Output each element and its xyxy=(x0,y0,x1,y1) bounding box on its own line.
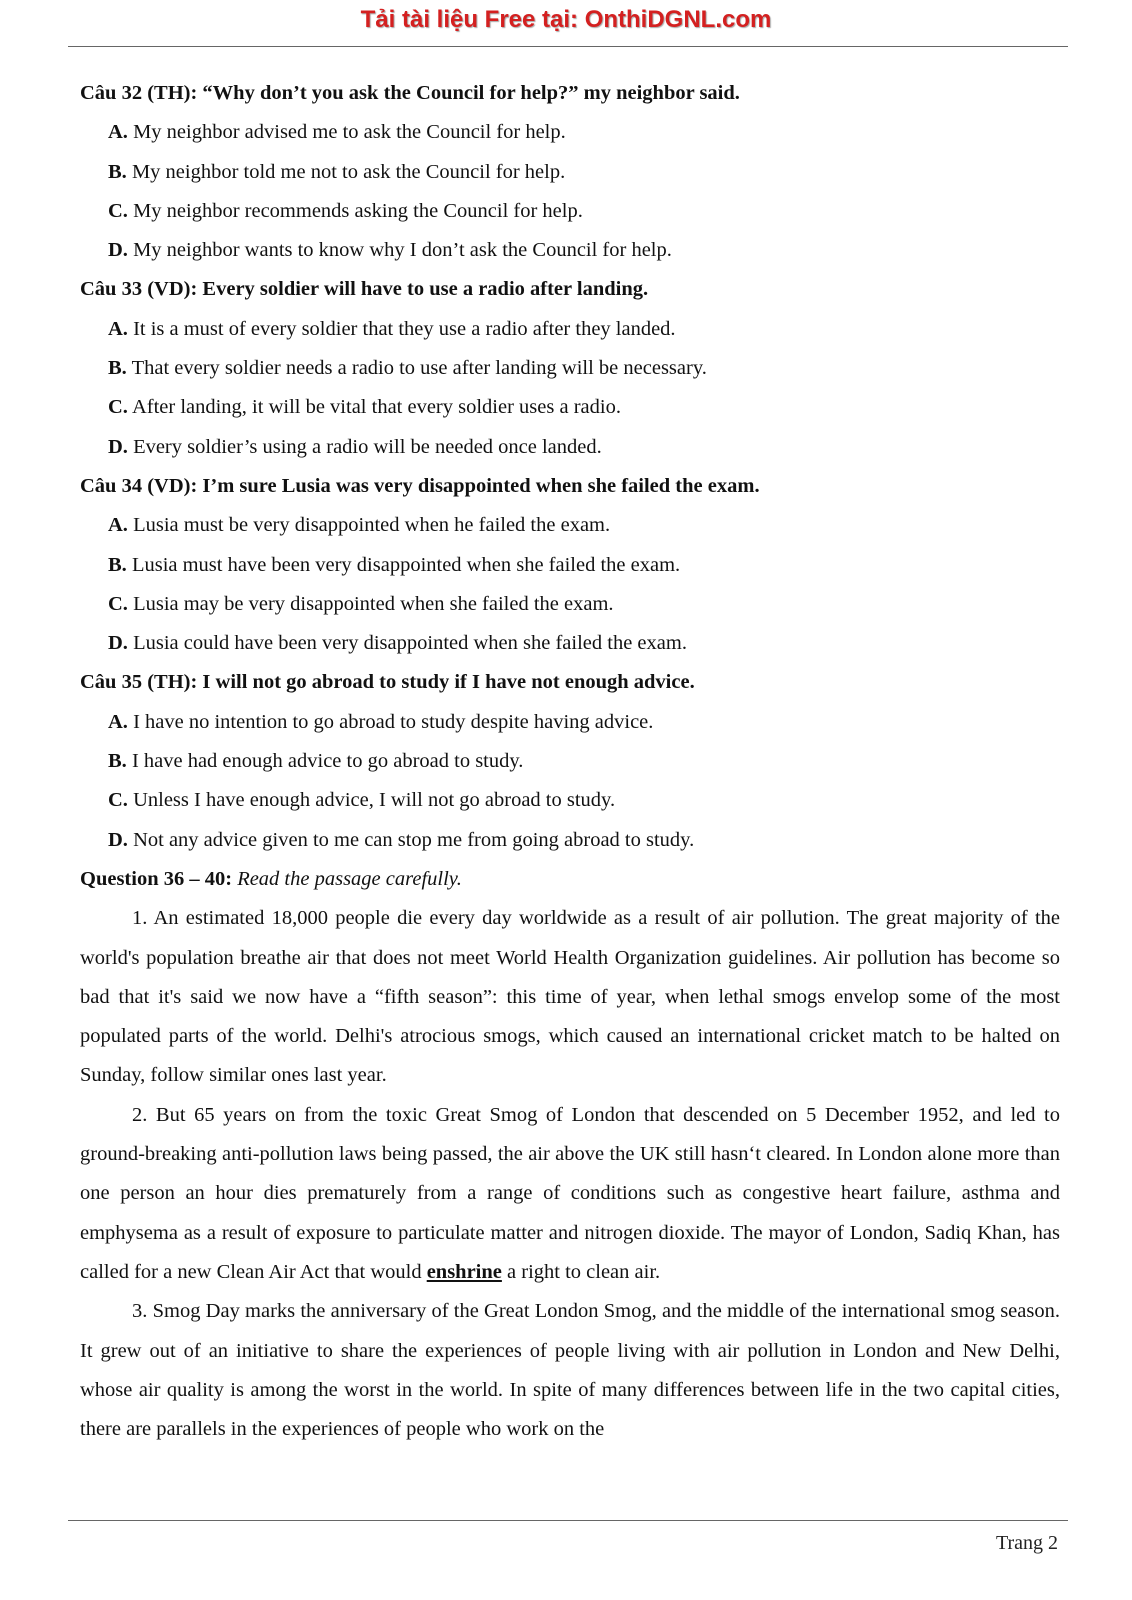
answer-option[interactable] xyxy=(80,310,1060,349)
option-label: A. xyxy=(108,317,128,340)
question-stem: Câu 35 (TH): I will not go abroad to study if I have not enough advice. xyxy=(80,671,695,694)
option-text: Lusia may be very disappointed when she failed the exam. xyxy=(133,592,614,615)
option-label: A. xyxy=(108,121,128,144)
section-title: Question 36 – 40: xyxy=(80,867,233,890)
option-label: B. xyxy=(108,357,127,380)
answer-option[interactable] xyxy=(80,742,1060,781)
option-label: B. xyxy=(108,553,127,576)
passage-paragraph: 3. Smog Day marks the anniversary of the Great London Smog, and the middle of the international smog season. It grew out of an initiative to share the experiences of people living with air pollution in London and New Delhi, whose air quality is among the worst in the world. In spite of many differences between life in the two capital cities, there are parallels in the experiences of people who work on the xyxy=(80,1300,1060,1441)
answer-option[interactable] xyxy=(80,349,1060,388)
section-instruction: Read the passage carefully. xyxy=(237,867,462,890)
passage-text: 2. But 65 years on from the toxic Great Smog of London that descended on 5 December 1952, and led to ground-breaking anti-pollution laws being passed, the air above the UK still hasn‘t cleared. In London alone more than one person an hour dies prematurely from a range of conditions such as congestive heart failure, asthma and emphysema as a result of exposure to particulate matter and nitrogen dioxide. The mayor of London, Sadiq Khan, has called for a new Clean Air Act that would xyxy=(80,1103,1060,1283)
option-text: Lusia must be very disappointed when he failed the exam. xyxy=(133,514,611,537)
option-text: It is a must of every soldier that they use a radio after they landed. xyxy=(133,317,676,340)
answer-option[interactable] xyxy=(80,113,1060,152)
option-label: D. xyxy=(108,239,128,262)
option-text: Unless I have enough advice, I will not go abroad to study. xyxy=(133,789,616,812)
option-text: That every soldier needs a radio to use after landing will be necessary. xyxy=(131,357,707,380)
option-label: C. xyxy=(108,396,128,419)
option-label: A. xyxy=(108,710,128,733)
option-text: I have had enough advice to go abroad to study. xyxy=(131,750,524,773)
answer-option[interactable] xyxy=(80,192,1060,231)
answer-option[interactable] xyxy=(80,624,1060,663)
option-label: B. xyxy=(108,750,127,773)
option-label: D. xyxy=(108,632,128,655)
section-heading xyxy=(80,860,1060,899)
option-text: Not any advice given to me can stop me from going abroad to study. xyxy=(133,828,695,851)
option-text: After landing, it will be vital that every soldier uses a radio. xyxy=(131,396,621,419)
answer-option[interactable] xyxy=(80,231,1060,270)
answer-option[interactable] xyxy=(80,703,1060,742)
answer-option[interactable] xyxy=(80,585,1060,624)
option-label: D. xyxy=(108,828,128,851)
option-text: My neighbor told me not to ask the Council for help. xyxy=(131,160,566,183)
option-text: Every soldier’s using a radio will be needed once landed. xyxy=(133,435,602,458)
passage-paragraph xyxy=(80,1096,1060,1292)
answer-option[interactable] xyxy=(80,781,1060,820)
answer-option[interactable] xyxy=(80,506,1060,545)
answer-option[interactable] xyxy=(80,821,1060,860)
option-label: C. xyxy=(108,592,128,615)
footer-divider xyxy=(68,1520,1068,1521)
header-title: Tải tài liệu Free tại: OnthiDGNL.com xyxy=(360,6,772,33)
passage-text: a right to clean air. xyxy=(507,1260,661,1283)
option-text: I have no intention to go abroad to study despite having advice. xyxy=(133,710,654,733)
answer-option[interactable] xyxy=(80,388,1060,427)
question-stem: Câu 33 (VD): Every soldier will have to use a radio after landing. xyxy=(80,278,649,301)
passage-paragraph: 1. An estimated 18,000 people die every day worldwide as a result of air pollution. The great majority of the world's population breathe air that does not meet World Health Organization guidelines. Air pollution has become so bad that it's said we now have a “fifth season”: this time of year, when lethal smogs envelop some of the most populated parts of the world. Delhi's atrocious smogs, which caused an international cricket match to be halted on Sunday, follow similar ones last year. xyxy=(80,907,1060,1087)
option-label: D. xyxy=(108,435,128,458)
question-stem: Câu 32 (TH): “Why don’t you ask the Council for help?” my neighbor said. xyxy=(80,82,740,104)
option-label: C. xyxy=(108,789,128,812)
option-text: My neighbor wants to know why I don’t ask the Council for help. xyxy=(133,239,672,262)
page-header xyxy=(0,0,1132,46)
option-text: Lusia could have been very disappointed when she failed the exam. xyxy=(133,632,687,655)
header-divider xyxy=(68,46,1068,47)
option-text: My neighbor recommends asking the Council for help. xyxy=(133,199,583,222)
option-label: C. xyxy=(108,199,128,222)
option-text: Lusia must have been very disappointed when she failed the exam. xyxy=(131,553,681,576)
answer-option[interactable] xyxy=(80,153,1060,192)
answer-option[interactable] xyxy=(80,428,1060,467)
question-stem: Câu 34 (VD): I’m sure Lusia was very disappointed when she failed the exam. xyxy=(80,474,760,497)
option-text: My neighbor advised me to ask the Council for help. xyxy=(133,121,566,144)
document-body xyxy=(80,74,1060,1449)
option-label: B. xyxy=(108,160,127,183)
option-label: A. xyxy=(108,514,128,537)
highlighted-keyword: enshrine xyxy=(426,1260,502,1283)
page-number: Trang 2 xyxy=(995,1532,1058,1554)
answer-option[interactable] xyxy=(80,546,1060,585)
